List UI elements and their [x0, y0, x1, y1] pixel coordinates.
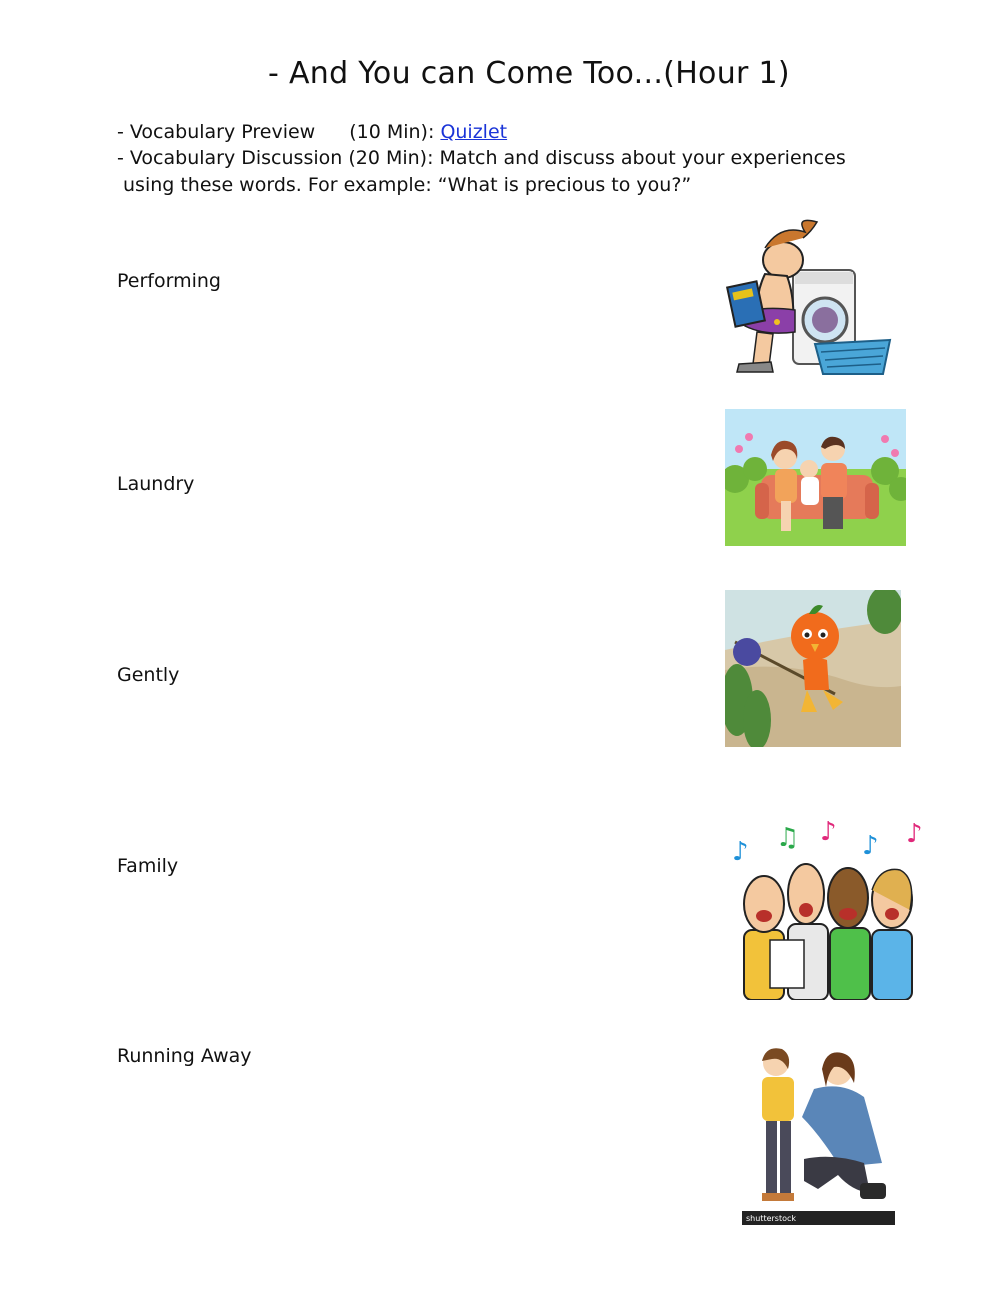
picture-laundry-man[interactable] [725, 214, 895, 376]
svg-text:♪: ♪ [862, 831, 879, 861]
svg-text:♪: ♪ [906, 820, 923, 849]
preview-label: - Vocabulary Preview [117, 121, 316, 143]
svg-text:♫: ♫ [776, 823, 800, 853]
picture-singers[interactable] [730, 820, 925, 1000]
vocabulary-discussion-line: - Vocabulary Discussion (20 Min): Match and discuss about your experiences [117, 147, 846, 169]
picture-family[interactable] [725, 409, 906, 546]
word-laundry[interactable]: Laundry [117, 473, 195, 495]
svg-text:♪: ♪ [820, 820, 837, 847]
word-family[interactable]: Family [117, 855, 179, 877]
vocabulary-preview-line [117, 121, 507, 143]
page-title: - And You can Come Too...(Hour 1) [268, 56, 790, 91]
quizlet-link[interactable]: Quizlet [440, 121, 508, 143]
picture-orange-bird[interactable] [725, 590, 901, 747]
svg-text:♪: ♪ [732, 837, 749, 867]
shutterstock-watermark: shutterstock [746, 1214, 797, 1223]
word-performing[interactable]: Performing [117, 270, 221, 292]
word-gently[interactable]: Gently [117, 664, 180, 686]
picture-mother-girl[interactable] [742, 1043, 895, 1225]
preview-time: (10 Min): [349, 121, 435, 143]
vocabulary-discussion-line-2: using these words. For example: “What is precious to you?” [123, 174, 692, 196]
word-running-away[interactable]: Running Away [117, 1045, 252, 1067]
